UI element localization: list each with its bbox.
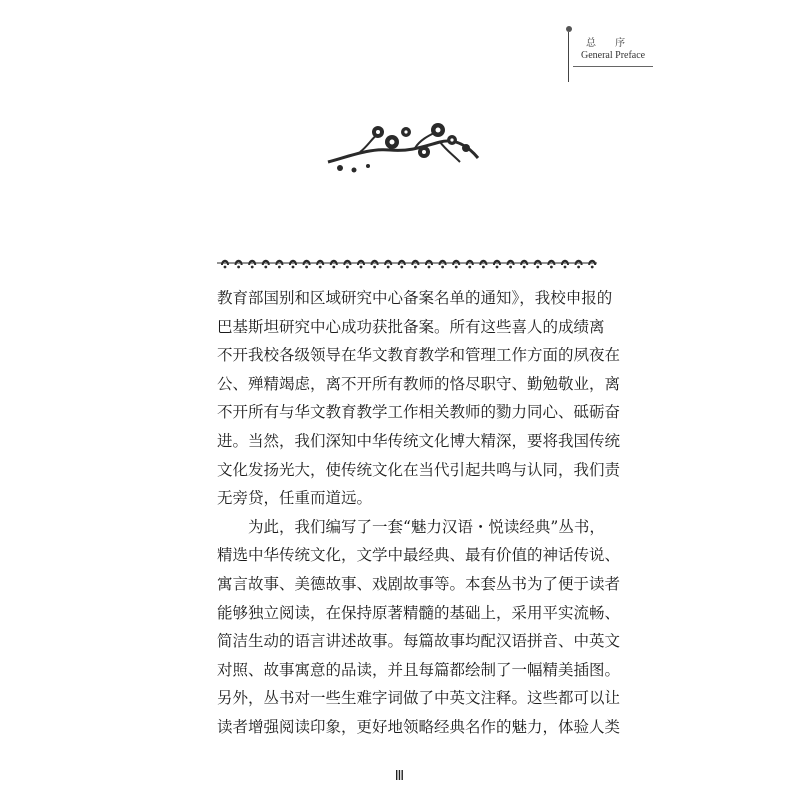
scroll-unit-icon (235, 260, 243, 265)
text-line: 简洁生动的语言讲述故事。每篇故事均配汉语拼音、中英文 (217, 632, 621, 651)
scroll-dot-icon (441, 266, 444, 269)
text-line: 文化发扬光大，使传统文化在当代引起共鸣与认同，我们责 (217, 460, 621, 479)
scroll-dot-icon (455, 266, 458, 269)
body-paragraphs (217, 284, 621, 742)
scroll-unit-icon (221, 260, 229, 265)
scroll-dot-icon (319, 266, 322, 269)
scroll-unit-icon (561, 260, 569, 265)
scroll-border-icon (217, 256, 597, 270)
scroll-unit-icon (371, 260, 379, 265)
text-line: 另外，丛书对一些生难字词做了中英文注释。这些都可以让 (217, 689, 621, 708)
scroll-dot-icon (591, 266, 594, 269)
scroll-unit-icon (262, 260, 270, 265)
scroll-unit-icon (507, 260, 515, 265)
text-line: 能够独立阅读，在保持原著精髓的基础上，采用平实流畅、 (217, 603, 621, 622)
section-title-en: General Preface (581, 50, 646, 61)
scroll-dot-icon (278, 266, 281, 269)
scroll-unit-icon (303, 260, 311, 265)
text-line: 寓言故事、美德故事、戏剧故事等。本套丛书为了便于读者 (217, 574, 621, 593)
scroll-unit-icon (343, 260, 351, 265)
scroll-dot-icon (523, 266, 526, 269)
scroll-dot-icon (577, 266, 580, 269)
text-line: 为此，我们编写了一套“魅力汉语・悦读经典”丛书， (248, 517, 605, 536)
text-line: 对照、故事寓意的品读，并且每篇都绘制了一幅精美插图。 (217, 660, 621, 679)
scroll-unit-icon (493, 260, 501, 265)
scroll-dot-icon (550, 266, 553, 269)
scroll-dot-icon (224, 266, 227, 269)
text-line: 公、殚精竭虑，离不开所有教师的恪尽职守、勤勉敬业，离 (217, 374, 621, 393)
scroll-unit-icon (547, 260, 555, 265)
text-line: 无旁贷，任重而道远。 (217, 489, 373, 508)
text-line: 巴基斯坦研究中心成功获批备案。所有这些喜人的成绩离 (217, 317, 605, 336)
section-title-cn: 总 序 (586, 38, 634, 49)
ornament-dot-icon (566, 26, 572, 32)
scroll-unit-icon (534, 260, 542, 265)
scroll-unit-icon (425, 260, 433, 265)
scroll-dot-icon (346, 266, 349, 269)
scroll-dot-icon (292, 266, 295, 269)
scroll-unit-icon (439, 260, 447, 265)
scroll-dot-icon (496, 266, 499, 269)
scroll-unit-icon (384, 260, 392, 265)
scroll-unit-icon (398, 260, 406, 265)
scroll-dot-icon (414, 266, 417, 269)
scroll-dot-icon (400, 266, 403, 269)
scroll-dot-icon (360, 266, 363, 269)
text-line: 不开我校各级领导在华文教育教学和管理工作方面的夙夜在 (217, 346, 621, 365)
plum-blossom-icon (320, 118, 485, 178)
scroll-dot-icon (251, 266, 254, 269)
scroll-unit-icon (520, 260, 528, 265)
text-line: 不开所有与华文教育教学工作相关教师的勠力同心、砥砺奋 (217, 403, 621, 422)
scroll-unit-icon (411, 260, 419, 265)
scroll-dot-icon (305, 266, 308, 269)
scroll-dot-icon (332, 266, 335, 269)
text-line: 教育部国别和区域研究中心备案名单的通知》，我校申报的 (217, 289, 613, 307)
scroll-unit-icon (330, 260, 338, 265)
scroll-unit-icon (479, 260, 487, 265)
scroll-dot-icon (264, 266, 267, 269)
scroll-dot-icon (468, 266, 471, 269)
text-line: 进。当然，我们深知中华传统文化博大精深，要将我国传统 (217, 431, 621, 450)
scroll-dot-icon (509, 266, 512, 269)
scroll-unit-icon (248, 260, 256, 265)
text-line: 精选中华传统文化，文学中最经典、最有价值的神话传说、 (217, 546, 621, 565)
scroll-unit-icon (588, 260, 596, 265)
scroll-unit-icon (466, 260, 474, 265)
scroll-dot-icon (564, 266, 567, 269)
scroll-unit-icon (452, 260, 460, 265)
scroll-dot-icon (428, 266, 431, 269)
scroll-unit-icon (575, 260, 583, 265)
text-line: 读者增强阅读印象，更好地领略经典名作的魅力，体验人类 (217, 717, 621, 736)
scroll-dot-icon (482, 266, 485, 269)
scroll-unit-icon (357, 260, 365, 265)
scroll-dot-icon (536, 266, 539, 269)
header-underline (573, 66, 653, 67)
page-number: Ⅲ (394, 769, 406, 784)
scroll-unit-icon (316, 260, 324, 265)
scroll-dot-icon (387, 266, 390, 269)
scroll-dot-icon (237, 266, 240, 269)
scroll-unit-icon (275, 260, 283, 265)
scroll-unit-icon (289, 260, 297, 265)
scroll-dot-icon (373, 266, 376, 269)
header-rule (568, 32, 569, 82)
